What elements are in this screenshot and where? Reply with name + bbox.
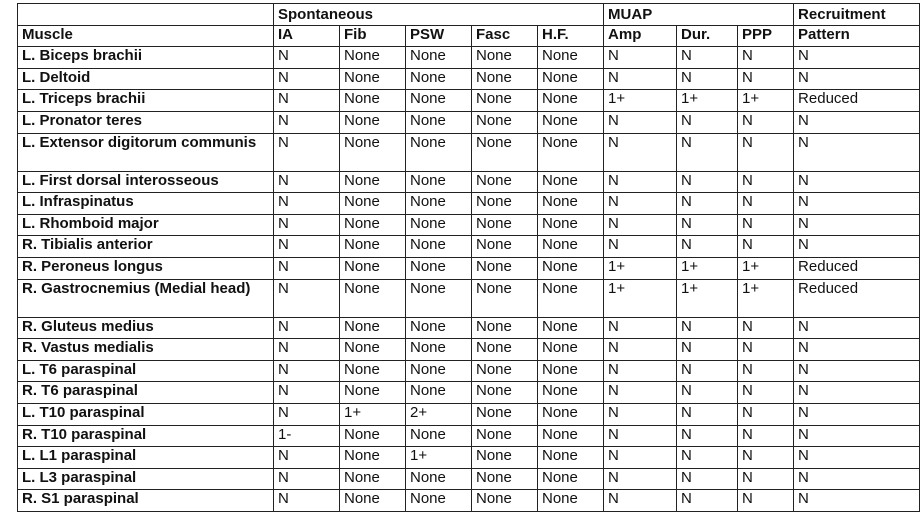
amp-cell: 1+ xyxy=(604,257,677,279)
amp-cell: N xyxy=(604,236,677,258)
amp-cell: N xyxy=(604,403,677,425)
ia-cell: N xyxy=(274,193,340,215)
psw-cell: 1+ xyxy=(406,447,472,469)
fasc-cell: None xyxy=(472,47,538,69)
dur-cell: 1+ xyxy=(677,279,738,317)
fib-cell: None xyxy=(340,193,406,215)
ia-cell: N xyxy=(274,214,340,236)
ppp-cell: N xyxy=(738,193,794,215)
amp-cell: 1+ xyxy=(604,279,677,317)
psw-cell: None xyxy=(406,425,472,447)
hf-cell: None xyxy=(538,214,604,236)
table-row xyxy=(18,382,920,404)
hf-cell: None xyxy=(538,68,604,90)
table-row xyxy=(18,68,920,90)
ia-cell: N xyxy=(274,133,340,171)
ia-cell: N xyxy=(274,47,340,69)
amp-cell: N xyxy=(604,111,677,133)
dur-cell: N xyxy=(677,133,738,171)
recruitment-cell: N xyxy=(794,447,920,469)
fasc-cell: None xyxy=(472,279,538,317)
psw-cell: None xyxy=(406,236,472,258)
fib-cell: None xyxy=(340,171,406,193)
ia-cell: N xyxy=(274,279,340,317)
hf-cell: None xyxy=(538,90,604,112)
psw-cell: None xyxy=(406,317,472,339)
ia-cell: N xyxy=(274,382,340,404)
header-row-groups xyxy=(18,4,920,26)
fib-cell: None xyxy=(340,90,406,112)
recruitment-cell: N xyxy=(794,214,920,236)
recruitment-cell: N xyxy=(794,339,920,361)
recruitment-cell: N xyxy=(794,382,920,404)
table-row xyxy=(18,257,920,279)
amp-cell: N xyxy=(604,339,677,361)
psw-cell: None xyxy=(406,339,472,361)
amp-cell: N xyxy=(604,382,677,404)
ppp-cell: N xyxy=(738,468,794,490)
recruitment-cell: N xyxy=(794,111,920,133)
dur-cell: N xyxy=(677,47,738,69)
dur-cell: N xyxy=(677,193,738,215)
psw-cell: None xyxy=(406,214,472,236)
muscle-cell: L. L3 paraspinal xyxy=(18,468,274,490)
fasc-cell: None xyxy=(472,447,538,469)
header-fasc: Fasc xyxy=(472,25,538,47)
header-amp: Amp xyxy=(604,25,677,47)
muscle-cell: L. Deltoid xyxy=(18,68,274,90)
ppp-cell: N xyxy=(738,68,794,90)
muscle-cell: L. Pronator teres xyxy=(18,111,274,133)
muscle-cell: L. T6 paraspinal xyxy=(18,360,274,382)
psw-cell: None xyxy=(406,47,472,69)
table-row xyxy=(18,193,920,215)
header-recruitment: Recruitment xyxy=(794,4,920,26)
muscle-cell: L. T10 paraspinal xyxy=(18,403,274,425)
dur-cell: 1+ xyxy=(677,90,738,112)
recruitment-cell: N xyxy=(794,133,920,171)
recruitment-cell: N xyxy=(794,47,920,69)
header-ia: IA xyxy=(274,25,340,47)
hf-cell: None xyxy=(538,257,604,279)
fasc-cell: None xyxy=(472,193,538,215)
table-row xyxy=(18,111,920,133)
hf-cell: None xyxy=(538,111,604,133)
ppp-cell: N xyxy=(738,360,794,382)
psw-cell: None xyxy=(406,90,472,112)
muscle-cell: L. L1 paraspinal xyxy=(18,447,274,469)
ppp-cell: N xyxy=(738,490,794,512)
fasc-cell: None xyxy=(472,90,538,112)
fasc-cell: None xyxy=(472,257,538,279)
amp-cell: N xyxy=(604,425,677,447)
header-fib: Fib xyxy=(340,25,406,47)
recruitment-cell: N xyxy=(794,193,920,215)
amp-cell: N xyxy=(604,47,677,69)
table-row xyxy=(18,279,920,317)
dur-cell: N xyxy=(677,68,738,90)
fib-cell: None xyxy=(340,339,406,361)
muscle-cell: L. Triceps brachii xyxy=(18,90,274,112)
psw-cell: None xyxy=(406,279,472,317)
psw-cell: None xyxy=(406,68,472,90)
header-row-columns xyxy=(18,25,920,47)
dur-cell: N xyxy=(677,468,738,490)
muscle-cell: R. Vastus medialis xyxy=(18,339,274,361)
fib-cell: None xyxy=(340,425,406,447)
ia-cell: N xyxy=(274,490,340,512)
fib-cell: None xyxy=(340,236,406,258)
psw-cell: None xyxy=(406,468,472,490)
ppp-cell: N xyxy=(738,382,794,404)
header-hf: H.F. xyxy=(538,25,604,47)
psw-cell: None xyxy=(406,171,472,193)
ppp-cell: N xyxy=(738,339,794,361)
hf-cell: None xyxy=(538,171,604,193)
psw-cell: None xyxy=(406,360,472,382)
psw-cell: None xyxy=(406,490,472,512)
header-blank-cell xyxy=(18,4,274,26)
fasc-cell: None xyxy=(472,133,538,171)
ia-cell: N xyxy=(274,171,340,193)
amp-cell: N xyxy=(604,490,677,512)
ppp-cell: 1+ xyxy=(738,279,794,317)
fib-cell: None xyxy=(340,490,406,512)
hf-cell: None xyxy=(538,236,604,258)
fib-cell: None xyxy=(340,47,406,69)
fib-cell: None xyxy=(340,447,406,469)
dur-cell: N xyxy=(677,403,738,425)
fib-cell: None xyxy=(340,68,406,90)
muscle-cell: L. Extensor digitorum communis xyxy=(18,133,274,171)
dur-cell: N xyxy=(677,339,738,361)
hf-cell: None xyxy=(538,47,604,69)
hf-cell: None xyxy=(538,193,604,215)
dur-cell: N xyxy=(677,447,738,469)
fasc-cell: None xyxy=(472,214,538,236)
table-row xyxy=(18,47,920,69)
dur-cell: N xyxy=(677,111,738,133)
header-spontaneous: Spontaneous xyxy=(274,4,604,26)
fasc-cell: None xyxy=(472,468,538,490)
psw-cell: None xyxy=(406,111,472,133)
amp-cell: N xyxy=(604,193,677,215)
hf-cell: None xyxy=(538,403,604,425)
fasc-cell: None xyxy=(472,490,538,512)
ia-cell: N xyxy=(274,447,340,469)
table-row xyxy=(18,171,920,193)
muscle-cell: R. Gastrocnemius (Medial head) xyxy=(18,279,274,317)
table-row xyxy=(18,360,920,382)
psw-cell: 2+ xyxy=(406,403,472,425)
ppp-cell: N xyxy=(738,111,794,133)
muscle-cell: R. T10 paraspinal xyxy=(18,425,274,447)
header-ppp: PPP xyxy=(738,25,794,47)
table-row xyxy=(18,214,920,236)
ia-cell: N xyxy=(274,339,340,361)
amp-cell: N xyxy=(604,317,677,339)
ia-cell: 1- xyxy=(274,425,340,447)
psw-cell: None xyxy=(406,257,472,279)
amp-cell: 1+ xyxy=(604,90,677,112)
fib-cell: None xyxy=(340,133,406,171)
fib-cell: None xyxy=(340,317,406,339)
ppp-cell: N xyxy=(738,317,794,339)
amp-cell: N xyxy=(604,68,677,90)
dur-cell: N xyxy=(677,382,738,404)
recruitment-cell: Reduced xyxy=(794,257,920,279)
table-row xyxy=(18,468,920,490)
hf-cell: None xyxy=(538,360,604,382)
header-muscle: Muscle xyxy=(18,25,274,47)
hf-cell: None xyxy=(538,382,604,404)
amp-cell: N xyxy=(604,214,677,236)
hf-cell: None xyxy=(538,339,604,361)
ia-cell: N xyxy=(274,236,340,258)
fib-cell: None xyxy=(340,111,406,133)
fib-cell: 1+ xyxy=(340,403,406,425)
ia-cell: N xyxy=(274,360,340,382)
amp-cell: N xyxy=(604,360,677,382)
muscle-cell: R. S1 paraspinal xyxy=(18,490,274,512)
fasc-cell: None xyxy=(472,360,538,382)
table-row xyxy=(18,133,920,171)
ppp-cell: N xyxy=(738,214,794,236)
recruitment-cell: N xyxy=(794,236,920,258)
table-row xyxy=(18,447,920,469)
fib-cell: None xyxy=(340,257,406,279)
ia-cell: N xyxy=(274,257,340,279)
amp-cell: N xyxy=(604,468,677,490)
table-row xyxy=(18,339,920,361)
ia-cell: N xyxy=(274,111,340,133)
recruitment-cell: Reduced xyxy=(794,279,920,317)
ppp-cell: N xyxy=(738,447,794,469)
muscle-cell: R. Peroneus longus xyxy=(18,257,274,279)
header-dur: Dur. xyxy=(677,25,738,47)
table-row xyxy=(18,403,920,425)
recruitment-cell: Reduced xyxy=(794,90,920,112)
dur-cell: N xyxy=(677,236,738,258)
ppp-cell: N xyxy=(738,47,794,69)
recruitment-cell: N xyxy=(794,490,920,512)
ppp-cell: N xyxy=(738,403,794,425)
hf-cell: None xyxy=(538,133,604,171)
fasc-cell: None xyxy=(472,111,538,133)
table-row xyxy=(18,317,920,339)
dur-cell: N xyxy=(677,490,738,512)
hf-cell: None xyxy=(538,425,604,447)
dur-cell: N xyxy=(677,425,738,447)
fasc-cell: None xyxy=(472,236,538,258)
muscle-cell: R. Tibialis anterior xyxy=(18,236,274,258)
fib-cell: None xyxy=(340,468,406,490)
fib-cell: None xyxy=(340,382,406,404)
recruitment-cell: N xyxy=(794,468,920,490)
dur-cell: N xyxy=(677,171,738,193)
emg-findings-table xyxy=(17,3,920,512)
header-pattern: Pattern xyxy=(794,25,920,47)
recruitment-cell: N xyxy=(794,68,920,90)
dur-cell: N xyxy=(677,214,738,236)
ia-cell: N xyxy=(274,90,340,112)
header-muap: MUAP xyxy=(604,4,794,26)
hf-cell: None xyxy=(538,490,604,512)
ppp-cell: N xyxy=(738,171,794,193)
fasc-cell: None xyxy=(472,68,538,90)
ppp-cell: N xyxy=(738,425,794,447)
fasc-cell: None xyxy=(472,382,538,404)
recruitment-cell: N xyxy=(794,317,920,339)
ia-cell: N xyxy=(274,468,340,490)
recruitment-cell: N xyxy=(794,425,920,447)
recruitment-cell: N xyxy=(794,360,920,382)
table-row xyxy=(18,236,920,258)
fasc-cell: None xyxy=(472,425,538,447)
psw-cell: None xyxy=(406,133,472,171)
amp-cell: N xyxy=(604,133,677,171)
recruitment-cell: N xyxy=(794,403,920,425)
table-row xyxy=(18,90,920,112)
muscle-cell: L. Infraspinatus xyxy=(18,193,274,215)
dur-cell: N xyxy=(677,317,738,339)
fasc-cell: None xyxy=(472,171,538,193)
ia-cell: N xyxy=(274,68,340,90)
ppp-cell: N xyxy=(738,133,794,171)
table-row xyxy=(18,490,920,512)
hf-cell: None xyxy=(538,279,604,317)
ppp-cell: 1+ xyxy=(738,257,794,279)
hf-cell: None xyxy=(538,317,604,339)
header-psw: PSW xyxy=(406,25,472,47)
fasc-cell: None xyxy=(472,317,538,339)
dur-cell: N xyxy=(677,360,738,382)
muscle-cell: R. T6 paraspinal xyxy=(18,382,274,404)
hf-cell: None xyxy=(538,447,604,469)
dur-cell: 1+ xyxy=(677,257,738,279)
muscle-cell: R. Gluteus medius xyxy=(18,317,274,339)
ia-cell: N xyxy=(274,317,340,339)
table-row xyxy=(18,425,920,447)
fasc-cell: None xyxy=(472,339,538,361)
ppp-cell: 1+ xyxy=(738,90,794,112)
amp-cell: N xyxy=(604,447,677,469)
muscle-cell: L. First dorsal interosseous xyxy=(18,171,274,193)
recruitment-cell: N xyxy=(794,171,920,193)
amp-cell: N xyxy=(604,171,677,193)
fib-cell: None xyxy=(340,214,406,236)
psw-cell: None xyxy=(406,382,472,404)
hf-cell: None xyxy=(538,468,604,490)
muscle-cell: L. Rhomboid major xyxy=(18,214,274,236)
fib-cell: None xyxy=(340,360,406,382)
fasc-cell: None xyxy=(472,403,538,425)
fib-cell: None xyxy=(340,279,406,317)
psw-cell: None xyxy=(406,193,472,215)
muscle-cell: L. Biceps brachii xyxy=(18,47,274,69)
ia-cell: N xyxy=(274,403,340,425)
ppp-cell: N xyxy=(738,236,794,258)
